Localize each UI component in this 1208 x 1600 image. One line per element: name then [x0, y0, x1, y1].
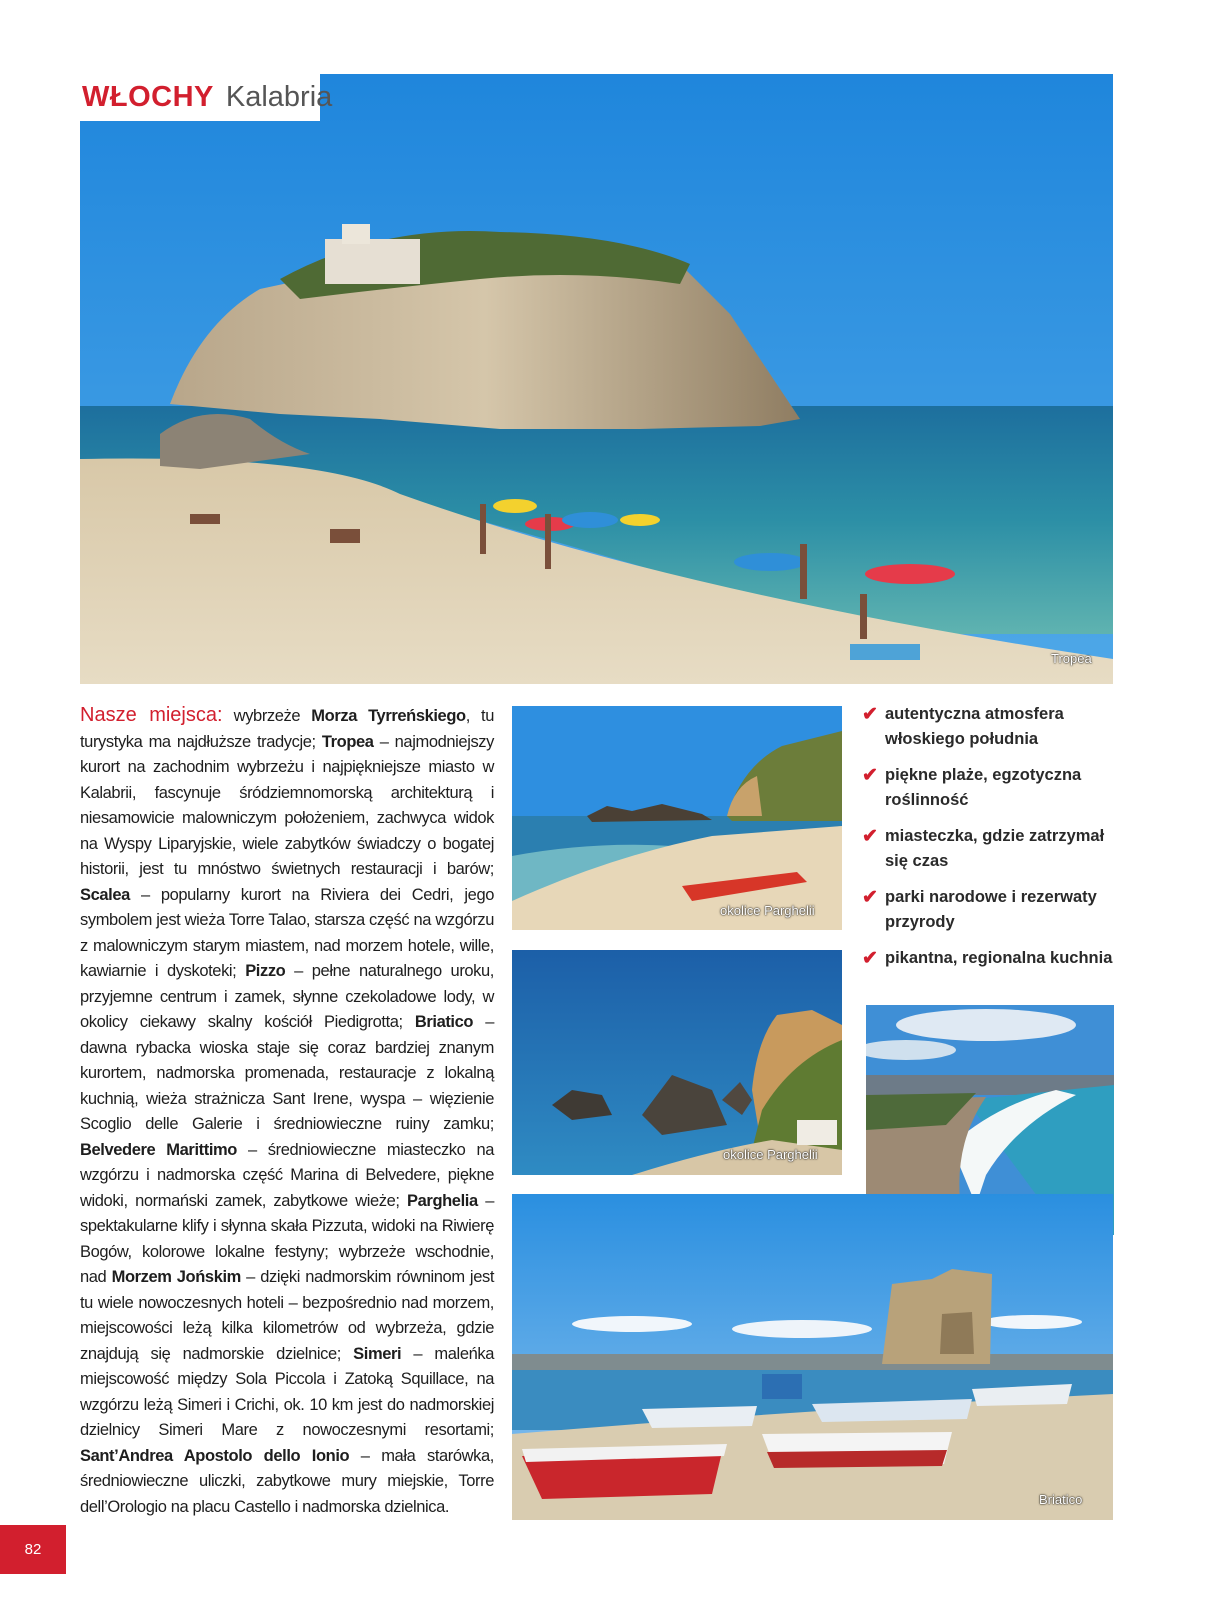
photo-parghelia-2 — [512, 950, 842, 1175]
list-item-label: piękne plaże, egzotyczna roślinność — [885, 766, 1082, 809]
briatico-image — [512, 1194, 1113, 1520]
caption-briatico: Briatico — [1039, 1492, 1083, 1507]
list-item-label: miasteczka, gdzie zatrzymał się czas — [885, 827, 1105, 870]
caption-parghelia-1: okolice Parghelii — [720, 903, 815, 918]
list-item-label: parki narodowe i rezerwaty przyrody — [885, 888, 1097, 931]
intro-text: , tu turystyka ma najdłuższe tradycje; — [80, 707, 494, 751]
intro-text: – popularny kurort na Riviera dei Cedri, jego symbolem jest wieża Torre Talao, starsza część na wzgórzu z malowniczym starym miastem, nad morzem hotele, wille, kawiarnie i dyskoteki; — [80, 885, 494, 980]
intro-text: – spektakularne klify i słynna skała Pizzuta, widoki na Riwierę Bogów, kolorowe lokalne festyny; wybrzeże wschodnie, nad — [80, 1191, 494, 1286]
intro-text: – średniowieczne miasteczko na wzgórzu i nadmorska część Marina di Belvedere, piękne widoki, normański zamek, zabytkowe wieże; — [80, 1140, 494, 1210]
caption-parghelia-2: okolice Parghelii — [723, 1147, 818, 1162]
checkmark-icon: ✔ — [862, 948, 878, 969]
intro-text: – pełne naturalnego uroku, przyjemne centrum i zamek, słynne czekoladowe lody, w okolicy ciekawy skalny kościół Piedigrotta; — [80, 962, 494, 1031]
intro-text: – dawna rybacka wioska staje się coraz bardziej znanym kurortem, nadmorska promenada, restauracje z lokalną kuchnią, wieża strażnicza Sant Irene, wyspa – więzienie Scoglio delle Galerie i średniowieczne ruiny zamku; — [80, 1013, 494, 1133]
place-morze-tyrrenskie: Morza Tyrreńskiego — [311, 707, 466, 725]
intro-text: – maleńka miejscowość między Sola Piccola i Zatoką Squillace, na wzgórzu leżą Simeri i Crichi, ok. 10 km jest do nadmorskiej dzielnicy Simeri Mare z nowoczesnymi resortami; — [80, 1344, 495, 1439]
photo-tropea — [80, 74, 1113, 684]
intro-text: wybrzeże — [222, 707, 312, 725]
list-item-label: autentyczna atmosfera włoskiego południa — [885, 705, 1064, 748]
intro-text: – najmodniejszy kurort na zachodnim wybrzeżu i najpiękniejsze miasto w Kalabrii, fascynuje śródziemnomorską architekturą i niesamowicie malowniczym położeniem, zachwyca widok na Wyspy Liparyjskie, wiele zabytków świadczy o bogatej historii, jest tu mnóstwo świetnych restauracji i barów; — [80, 732, 495, 878]
intro-text: – mała starówka, średniowieczne uliczki, zabytkowe mury miejskie, Torre dell’Orologio na placu Castello i nadmorska dzielnica. — [80, 1446, 494, 1516]
place-pizzo: Pizzo — [245, 962, 286, 980]
checkmark-icon: ✔ — [862, 765, 878, 786]
place-simeri: Simeri — [353, 1344, 402, 1363]
highlights-list — [862, 702, 1114, 982]
place-tropea: Tropea — [321, 732, 374, 751]
page-number-box — [0, 1525, 66, 1574]
caption-tropea: Tropea — [1051, 651, 1092, 666]
list-item — [862, 824, 1114, 874]
page-number: 82 — [24, 1541, 42, 1558]
page-header — [80, 74, 333, 121]
header-country: WŁOCHY — [82, 81, 214, 113]
intro-paragraph — [80, 703, 494, 1520]
place-morze-jonskie: Morzem Jońskim — [111, 1268, 241, 1286]
checkmark-icon: ✔ — [862, 887, 878, 908]
list-item — [862, 702, 1114, 752]
list-item — [862, 763, 1114, 813]
photo-briatico — [512, 1194, 1113, 1520]
intro-lead: Nasze miejsca: — [80, 704, 223, 726]
header-region: Kalabria — [225, 81, 333, 113]
place-parghelia: Parghelia — [407, 1191, 478, 1210]
place-sant-andrea: Sant’Andrea Apostolo dello Ionio — [80, 1446, 350, 1465]
list-item — [862, 885, 1114, 935]
list-item — [862, 946, 1114, 971]
place-briatico: Briatico — [414, 1013, 474, 1031]
tropea-image — [80, 74, 1113, 684]
photo-parghelia-1 — [512, 706, 842, 930]
checkmark-icon: ✔ — [862, 704, 878, 725]
intro-text: – dzięki nadmorskim równinom jest tu wiele nowoczesnych hoteli – bezpośrednio nad morzem, miejscowości leżą kilka kilometrów od wybrzeża, gdzie znajdują się nadmorskie dzielnice; — [80, 1268, 495, 1363]
checkmark-icon: ✔ — [862, 826, 878, 847]
place-scalea: Scalea — [80, 885, 130, 904]
list-item-label: pikantna, regionalna kuchnia — [885, 949, 1113, 967]
parghelia-2-image — [512, 950, 842, 1175]
parghelia-1-image — [512, 706, 842, 930]
place-belvedere-marittimo: Belvedere Marittimo — [80, 1140, 237, 1159]
